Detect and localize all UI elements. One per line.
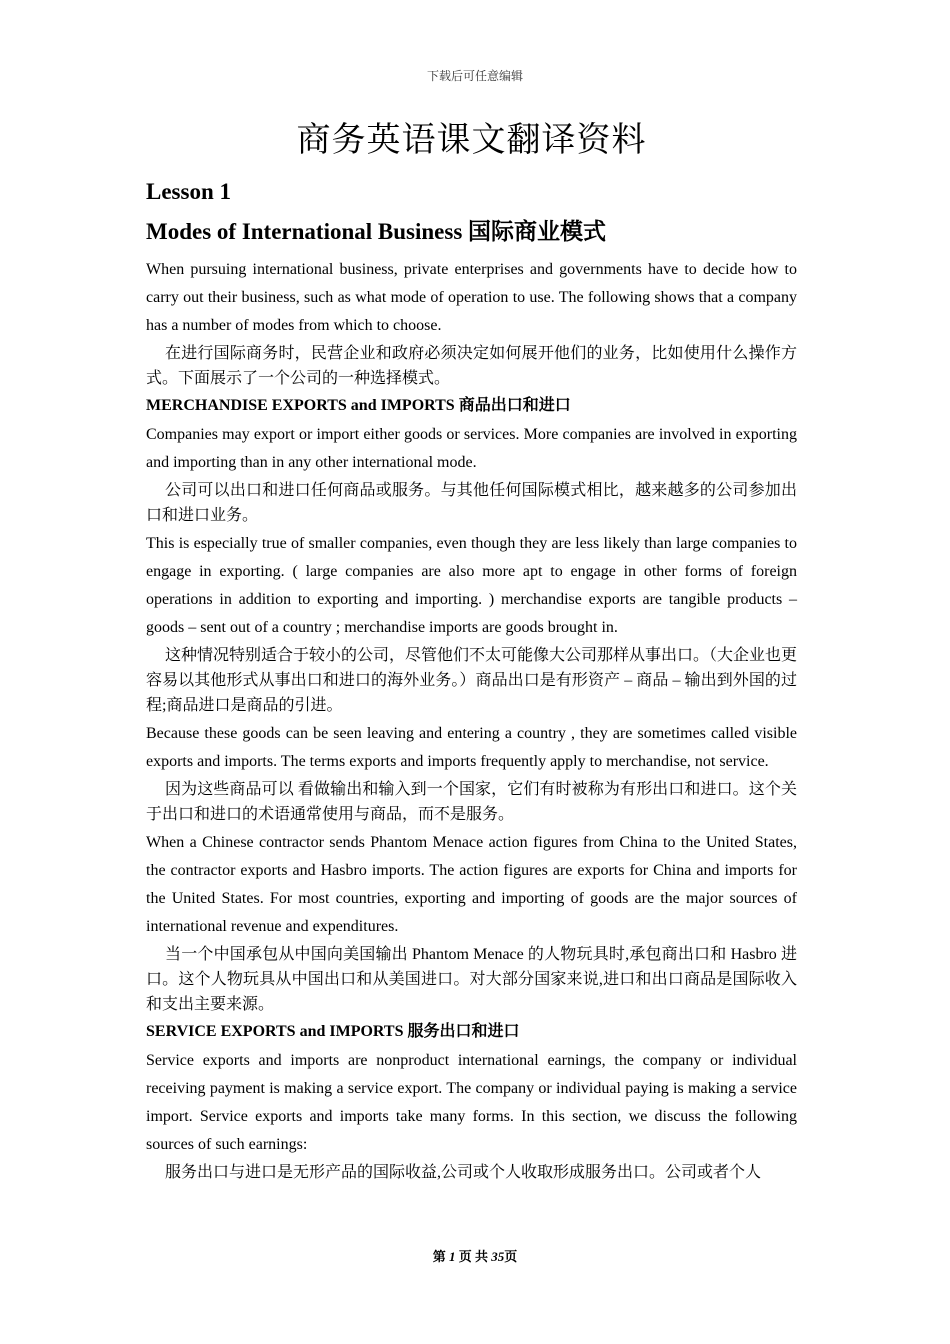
page-header: 下载后可任意编辑: [426, 69, 523, 83]
lesson-heading: Lesson 1: [146, 179, 231, 204]
chinese-paragraph: 这种情况特别适合于较小的公司，尽管他们不太可能像大公司那样从事出口。（大企业也更容易以其他形式从事出口和进口的海外业务。）商品出口是有形资产 – 商品 – 输出到外国的过程;商品进口是商品的引进。: [146, 647, 798, 714]
page-total: 35: [491, 1249, 505, 1264]
lesson-subtitle: Modes of International Business 国际商业模式: [146, 219, 607, 244]
footer-middle: 页 共: [455, 1249, 492, 1264]
english-paragraph: Service exports and imports are nonproduct international earnings, the company or individual receiving payment is making a service export. The company or individual paying is making a service import. Service exports and imports take many forms. In this section, we discuss the following sources of such earnings:: [146, 1052, 797, 1153]
english-paragraph: When a Chinese contractor sends Phantom Menace action figures from China to the United States, the contractor exports and Hasbro imports. The action figures are exports for China and imports for the United States. For most countries, exporting and importing of goods are the major sources of international revenue and expenditures.: [146, 834, 797, 935]
text-blocks: [146, 256, 797, 1185]
page-footer: [0, 1246, 950, 1265]
chinese-paragraph: 公司可以出口和进口任何商品或服务。与其他任何国际模式相比，越来越多的公司参加出口和进口业务。: [146, 482, 797, 524]
chinese-paragraph: 因为这些商品可以 看做输出和输入到一个国家，它们有时被称为有形出口和进口。这个关于出口和进口的术语通常使用与商品，而不是服务。: [146, 781, 797, 823]
chinese-paragraph: 服务出口与进口是无形产品的国际收益,公司或个人收取形成服务出口。公司或者个人: [165, 1164, 762, 1181]
english-paragraph: Because these goods can be seen leaving and entering a country , they are sometimes called visible exports and imports. The terms exports and imports frequently apply to merchandise, not service.: [146, 725, 797, 770]
chinese-paragraph: 在进行国际商务时，民营企业和政府必须决定如何展开他们的业务，比如使用什么操作方式。下面展示了一个公司的一种选择模式。: [146, 345, 797, 387]
english-paragraph: When pursuing international business, private enterprises and governments have to decide how to carry out their business, such as what mode of operation to use. The following shows that a company has a number of modes from which to choose.: [146, 261, 797, 334]
section-heading: SERVICE EXPORTS and IMPORTS 服务出口和进口: [146, 1023, 520, 1040]
english-paragraph: Companies may export or import either goods or services. More companies are involved in exporting and importing than in any other international mode.: [146, 426, 797, 471]
english-paragraph: This is especially true of smaller companies, even though they are less likely than large companies to engage in exporting. ( large companies are also more apt to engage in other forms of foreign operations in addition to exporting and importing. ) merchandise exports are tangible products – goods – sent out of a country ; merchandise imports are goods brought in.: [146, 535, 797, 636]
footer-suffix: 页: [504, 1249, 518, 1264]
section-heading: MERCHANDISE EXPORTS and IMPORTS 商品出口和进口: [146, 397, 571, 414]
document-body: [146, 114, 797, 1187]
footer-prefix: 第: [432, 1249, 449, 1264]
page-number: 1: [448, 1249, 456, 1264]
document-title: 商务英语课文翻译资料: [296, 122, 647, 159]
chinese-paragraph: 当一个中国承包从中国向美国输出 Phantom Menace 的人物玩具时,承包商出口和 Hasbro 进口。这个人物玩具从中国出口和从美国进口。对大部分国家来说,进口和出口商品是国际收入和支出主要来源。: [146, 946, 797, 1013]
